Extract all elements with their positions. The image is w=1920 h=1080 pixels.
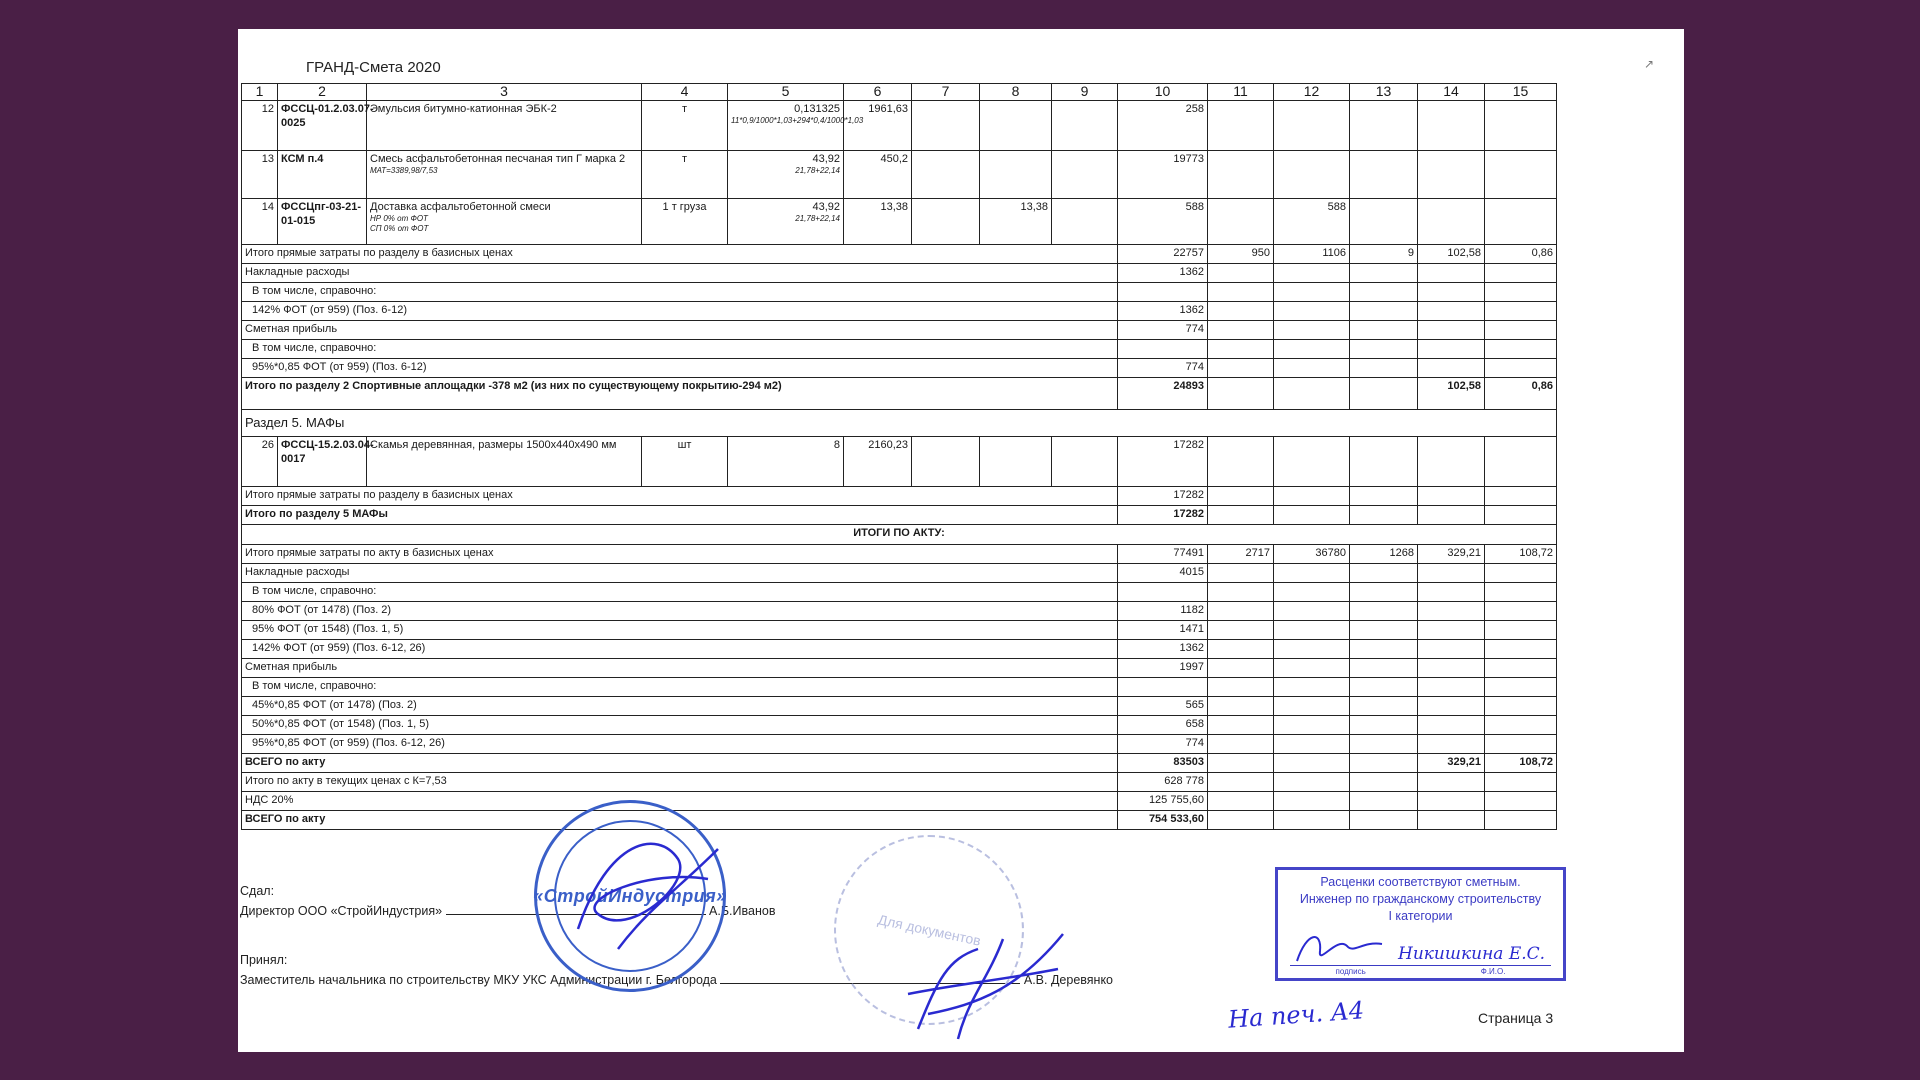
col-number: 4	[642, 84, 728, 101]
item-total: 258	[1118, 101, 1208, 151]
summary-c10	[1118, 340, 1208, 359]
section-total-label: Итого по разделу 2 Спортивные аплощадки -378 м2 (из них по существующему покрытию-294 м2)	[242, 378, 1118, 410]
act-current-label: Итого по акту в текущих ценах с К=7,53	[242, 773, 1118, 792]
summary-label: 80% ФОТ (от 1478) (Поз. 2)	[242, 602, 1118, 621]
summary-c10: 1362	[1118, 264, 1208, 283]
approval-underline	[1290, 965, 1551, 966]
item-col12: 588	[1274, 199, 1350, 245]
section-title: Раздел 5. МАФы	[242, 410, 1557, 437]
summary-row	[242, 487, 1557, 506]
item-name	[367, 199, 642, 245]
summary-c10: 565	[1118, 697, 1208, 716]
item-qty-value: 0,131325	[794, 103, 840, 115]
summary-label: В том числе, справочно:	[242, 583, 1118, 602]
table-row	[242, 101, 1557, 151]
summary-label: 50%*0,85 ФОТ (от 1548) (Поз. 1, 5)	[242, 716, 1118, 735]
page-number: Страница 3	[1478, 1010, 1554, 1026]
section-total-c10: 24893	[1118, 378, 1208, 410]
summary-c12: 36780	[1274, 545, 1350, 564]
handwritten-note: На печ. А4	[1227, 996, 1365, 1034]
summary-c12: 1106	[1274, 245, 1350, 264]
section-total-c14: 102,58	[1418, 378, 1485, 410]
summary-c10: 1362	[1118, 640, 1208, 659]
table-row	[242, 151, 1557, 199]
col-number: 14	[1418, 84, 1485, 101]
summary-c14: 102,58	[1418, 245, 1485, 264]
summary-label: 142% ФОТ (от 959) (Поз. 6-12)	[242, 302, 1118, 321]
summary-row	[242, 264, 1557, 283]
summary-c10	[1118, 583, 1208, 602]
item-price: 13,38	[844, 199, 912, 245]
section-total-label: Итого по разделу 5 МАФы	[242, 506, 1118, 525]
act-total-c10: 83503	[1118, 754, 1208, 773]
summary-label: В том числе, справочно:	[242, 340, 1118, 359]
vat-row	[242, 792, 1557, 811]
summary-label: 45%*0,85 ФОТ (от 1478) (Поз. 2)	[242, 697, 1118, 716]
item-number: 13	[242, 151, 278, 199]
approval-line2: Инженер по гражданскому строительству	[1299, 892, 1542, 906]
item-name-text: Доставка асфальтобетонной смеси	[370, 201, 551, 213]
grand-total-label: ВСЕГО по акту	[242, 811, 1118, 830]
item-name-text: Эмульсия битумно-катионная ЭБК-2	[370, 103, 557, 115]
summary-c10	[1118, 678, 1208, 697]
summary-c10: 22757	[1118, 245, 1208, 264]
item-qty: 8	[728, 437, 844, 487]
summary-c14: 329,21	[1418, 545, 1485, 564]
accepted-name: А.В. Деревянко	[1023, 973, 1114, 987]
summary-c10: 774	[1118, 321, 1208, 340]
item-col8: 13,38	[980, 199, 1052, 245]
summary-row	[242, 659, 1557, 678]
item-name	[367, 101, 642, 151]
item-qty-value: 43,92	[812, 201, 840, 213]
col-number: 2	[278, 84, 367, 101]
col-number: 6	[844, 84, 912, 101]
item-price: 450,2	[844, 151, 912, 199]
table-row	[242, 437, 1557, 487]
item-name-text: Смесь асфальтобетонная песчаная тип Г марка 2	[370, 153, 626, 165]
summary-row	[242, 602, 1557, 621]
col-number: 1	[242, 84, 278, 101]
handed-name: А.Б.Иванов	[709, 904, 776, 918]
summary-label: 142% ФОТ (от 959) (Поз. 6-12, 26)	[242, 640, 1118, 659]
summary-label: 95%*0,85 ФОТ (от 959) (Поз. 6-12, 26)	[242, 735, 1118, 754]
item-name	[367, 151, 642, 199]
approval-sig-caption: подпись	[1335, 967, 1366, 976]
section-total-c15: 0,86	[1485, 378, 1557, 410]
summary-row	[242, 735, 1557, 754]
summary-c10: 1182	[1118, 602, 1208, 621]
table-row	[242, 199, 1557, 245]
summary-label: 95% ФОТ (от 1548) (Поз. 1, 5)	[242, 621, 1118, 640]
vat-label: НДС 20%	[242, 792, 1118, 811]
summary-label: В том числе, справочно:	[242, 283, 1118, 302]
document-page	[238, 29, 1684, 1052]
col-number: 7	[912, 84, 980, 101]
item-qty-note: 11*0,9/1000*1,03+294*0,4/1000*1,03	[731, 116, 864, 125]
summary-label: Итого прямые затраты по разделу в базисных ценах	[242, 245, 1118, 264]
summary-c10	[1118, 283, 1208, 302]
item-unit: шт	[642, 437, 728, 487]
act-title: ИТОГИ ПО АКТУ:	[242, 525, 1557, 545]
summary-row	[242, 340, 1557, 359]
summary-row	[242, 716, 1557, 735]
summary-c13: 1268	[1350, 545, 1418, 564]
item-qty-note: 21,78+22,14	[795, 214, 840, 223]
documents-stamp-text: Для документов	[876, 911, 982, 949]
summary-label: 95%*0,85 ФОТ (от 959) (Поз. 6-12)	[242, 359, 1118, 378]
summary-row	[242, 283, 1557, 302]
summary-row	[242, 321, 1557, 340]
summary-label: Итого прямые затраты по разделу в базисных ценах	[242, 487, 1118, 506]
col-number: 10	[1118, 84, 1208, 101]
act-total-c15: 108,72	[1485, 754, 1557, 773]
act-current-row	[242, 773, 1557, 792]
accepted-role: Заместитель начальника по строительству МКУ УКС Администрации г. Белгорода	[240, 973, 717, 987]
item-qty	[728, 151, 844, 199]
act-current-c10: 628 778	[1118, 773, 1208, 792]
item-qty	[728, 199, 844, 245]
summary-c10: 774	[1118, 359, 1208, 378]
handed-role: Директор ООО «СтройИндустрия»	[240, 904, 443, 918]
item-unit: т	[642, 101, 728, 151]
col-number: 5	[728, 84, 844, 101]
summary-c13: 9	[1350, 245, 1418, 264]
approval-captions	[1278, 967, 1563, 976]
item-unit: т	[642, 151, 728, 199]
approval-name-handwritten: Никишкина Е.С.	[1398, 944, 1546, 964]
corner-mark: ↗	[1643, 57, 1654, 71]
summary-row	[242, 678, 1557, 697]
summary-c15: 0,86	[1485, 245, 1557, 264]
grand-total-c10: 754 533,60	[1118, 811, 1208, 830]
summary-c11: 2717	[1208, 545, 1274, 564]
deputy-signature	[888, 919, 1088, 1059]
item-qty-value: 43,92	[812, 153, 840, 165]
item-price: 2160,23	[844, 437, 912, 487]
col-number: 3	[367, 84, 642, 101]
col-number: 15	[1485, 84, 1557, 101]
summary-row	[242, 545, 1557, 564]
summary-c11: 950	[1208, 245, 1274, 264]
summary-c10: 77491	[1118, 545, 1208, 564]
section-total-c10: 17282	[1118, 506, 1208, 525]
item-total: 17282	[1118, 437, 1208, 487]
summary-row	[242, 359, 1557, 378]
software-title: ГРАНД-Смета 2020	[306, 59, 441, 76]
section-total-row	[242, 506, 1557, 525]
summary-label: Сметная прибыль	[242, 659, 1118, 678]
approval-line1: Расценки соответствуют сметным.	[1320, 875, 1521, 889]
act-total-row	[242, 754, 1557, 773]
item-name-note: МАТ=3389,98/7,53	[370, 166, 438, 175]
approval-signature	[1292, 926, 1392, 970]
item-name: Скамья деревянная, размеры 1500х440х490 мм	[367, 437, 642, 487]
summary-c15: 108,72	[1485, 545, 1557, 564]
item-code: ФССЦ-01.2.03.07-0025	[278, 101, 367, 151]
approval-stamp	[1275, 867, 1566, 981]
summary-c10: 1471	[1118, 621, 1208, 640]
summary-label: Накладные расходы	[242, 264, 1118, 283]
item-price: 1961,63	[844, 101, 912, 151]
summary-row	[242, 564, 1557, 583]
summary-c10: 1997	[1118, 659, 1208, 678]
summary-label: Накладные расходы	[242, 564, 1118, 583]
act-title-row	[242, 525, 1557, 545]
handed-label: Сдал:	[240, 884, 275, 898]
director-signature	[538, 819, 738, 969]
column-number-row	[242, 84, 1557, 101]
item-total: 19773	[1118, 151, 1208, 199]
col-number: 12	[1274, 84, 1350, 101]
item-name-note: НР 0% от ФОТ СП 0% от ФОТ	[370, 214, 429, 233]
summary-label: Итого прямые затраты по акту в базисных ценах	[242, 545, 1118, 564]
summary-row	[242, 697, 1557, 716]
grand-total-row	[242, 811, 1557, 830]
col-number: 13	[1350, 84, 1418, 101]
item-number: 26	[242, 437, 278, 487]
item-qty	[728, 101, 864, 151]
company-stamp-name: «СтройИндустрия»	[533, 885, 727, 906]
summary-label: В том числе, справочно:	[242, 678, 1118, 697]
act-total-label: ВСЕГО по акту	[242, 754, 1118, 773]
section-total-row	[242, 378, 1557, 410]
summary-c10: 17282	[1118, 487, 1208, 506]
estimate-table	[241, 83, 1557, 830]
summary-row	[242, 245, 1557, 264]
summary-row	[242, 302, 1557, 321]
summary-row	[242, 640, 1557, 659]
item-qty-note: 21,78+22,14	[795, 166, 840, 175]
item-code: ФССЦпг-03-21-01-015	[278, 199, 367, 245]
item-number: 12	[242, 101, 278, 151]
section-title-row	[242, 410, 1557, 437]
col-number: 11	[1208, 84, 1274, 101]
summary-row	[242, 583, 1557, 602]
approval-line3: I категории	[1388, 909, 1453, 923]
item-code: ФССЦ-15.2.03.04-0017	[278, 437, 367, 487]
accepted-label: Принял:	[240, 953, 288, 967]
col-number: 9	[1052, 84, 1118, 101]
summary-c10: 4015	[1118, 564, 1208, 583]
approval-name-caption: Ф.И.О.	[1480, 967, 1506, 976]
summary-label: Сметная прибыль	[242, 321, 1118, 340]
act-total-c14: 329,21	[1418, 754, 1485, 773]
item-code: КСМ п.4	[278, 151, 367, 199]
vat-c10: 125 755,60	[1118, 792, 1208, 811]
summary-row	[242, 621, 1557, 640]
summary-c10: 658	[1118, 716, 1208, 735]
col-number: 8	[980, 84, 1052, 101]
summary-c10: 774	[1118, 735, 1208, 754]
item-total: 588	[1118, 199, 1208, 245]
item-unit: 1 т груза	[642, 199, 728, 245]
summary-c10: 1362	[1118, 302, 1208, 321]
item-number: 14	[242, 199, 278, 245]
